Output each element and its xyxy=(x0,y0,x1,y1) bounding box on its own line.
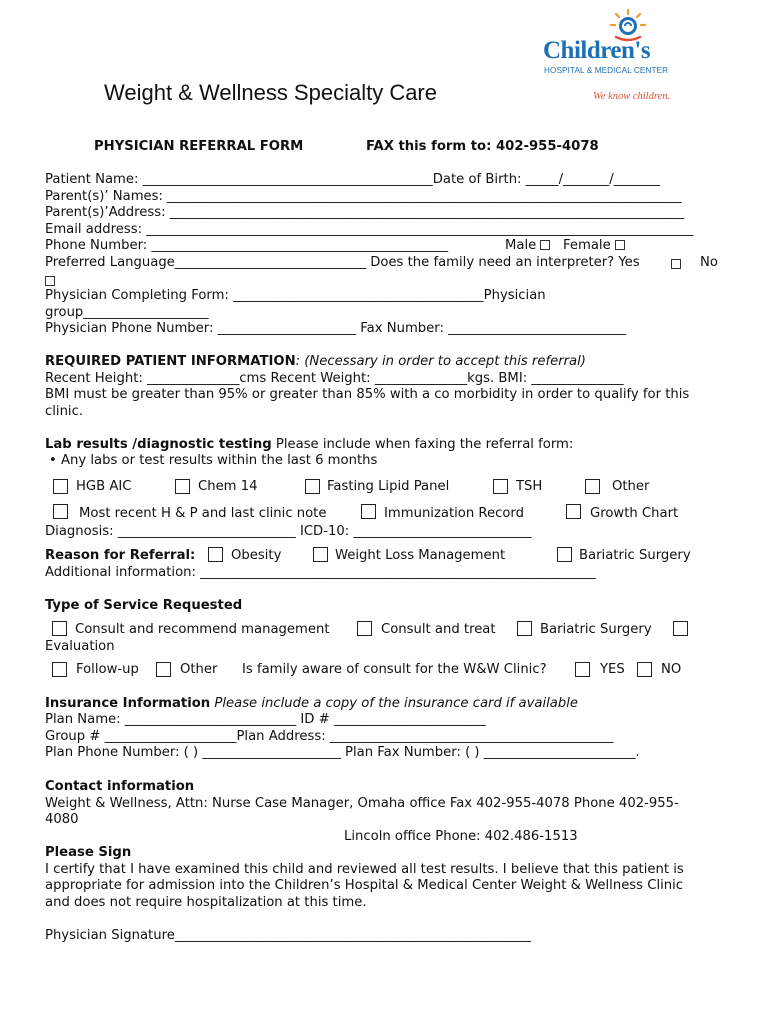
certify-line3: and does not require hospitalization at this time. xyxy=(45,895,367,910)
referral-heading-text: Reason for Referral xyxy=(45,548,190,563)
required-heading-text: REQUIRED PATIENT INFORMATION xyxy=(45,354,296,369)
logo-tagline: We know children. xyxy=(593,91,671,102)
hp-clinic-note-checkbox[interactable] xyxy=(53,504,68,519)
referral-heading xyxy=(45,548,195,563)
fax-instruction: FAX this form to: 402-955-4078 xyxy=(366,139,599,154)
service-heading: Type of Service Requested xyxy=(45,598,243,613)
other-service-checkbox[interactable] xyxy=(156,662,171,677)
evaluation-checkbox[interactable] xyxy=(673,621,688,636)
immunization-label: Immunization Record xyxy=(384,506,524,521)
certify-line1: I certify that I have examined this child and reviewed all test results. I believe that this patient is xyxy=(45,862,684,877)
weight-loss-checkbox[interactable] xyxy=(313,547,328,562)
logo-wordmark: Children's xyxy=(543,37,651,64)
additional-info-field[interactable]: Additional information: ____________________________________________________________ xyxy=(45,565,596,580)
growth-chart-label: Growth Chart xyxy=(590,506,679,521)
measurements-field[interactable]: Recent Height: ______________cms Recent Weight: ______________kgs. BMI: ______________ xyxy=(45,371,624,386)
consult-recommend-checkbox[interactable] xyxy=(52,621,67,636)
fasting-lipid-label: Fasting Lipid Panel xyxy=(327,479,450,494)
physician-completing-field[interactable]: Physician Completing Form: ______________________________________Physician xyxy=(45,288,546,303)
hgb-aic-checkbox[interactable] xyxy=(53,479,68,494)
patient-name-field[interactable]: Patient Name: ____________________________________________Date of Birth: _____/_______/_______ xyxy=(45,172,660,187)
interpreter-yes-checkbox[interactable] xyxy=(671,259,681,269)
follow-up-label: Follow-up xyxy=(76,662,139,677)
other-lab-label: Other xyxy=(612,479,650,494)
gender-options xyxy=(505,238,625,253)
bariatric-service-checkbox[interactable] xyxy=(517,621,532,636)
obesity-checkbox[interactable] xyxy=(208,547,223,562)
family-aware-question: Is family aware of consult for the W&W Clinic? xyxy=(242,662,547,677)
aware-no-label: NO xyxy=(661,662,682,677)
referral-heading-colon: : xyxy=(190,548,196,563)
female-label: Female xyxy=(563,238,611,253)
chem-14-label: Chem 14 xyxy=(198,479,258,494)
labs-heading xyxy=(45,437,573,452)
required-info-heading xyxy=(45,354,586,369)
tsh-label: TSH xyxy=(516,479,543,494)
lincoln-phone: Lincoln office Phone: 402.486-1513 xyxy=(344,829,578,844)
bmi-requirement-line1: BMI must be greater than 95% or greater than 85% with a co morbidity in order to qualify for this xyxy=(45,387,690,402)
physician-group-field[interactable]: group___________________ xyxy=(45,305,209,320)
male-checkbox[interactable] xyxy=(540,240,550,250)
hgb-aic-label: HGB AIC xyxy=(76,479,132,494)
phone-field[interactable]: Phone Number: _____________________________________________ xyxy=(45,238,449,253)
logo-subtitle: HOSPITAL & MEDICAL CENTER xyxy=(544,66,669,75)
form-name: PHYSICIAN REFERRAL FORM xyxy=(94,139,304,154)
other-lab-checkbox[interactable] xyxy=(585,479,600,494)
physician-signature-field[interactable]: Physician Signature______________________________________________________ xyxy=(45,928,531,943)
male-label: Male xyxy=(505,238,537,253)
follow-up-checkbox[interactable] xyxy=(52,662,67,677)
group-address-field[interactable]: Group # ____________________Plan Address: ___________________________________________ xyxy=(45,729,614,744)
labs-instruction: Please include when faxing the referral form: xyxy=(271,437,574,452)
other-service-label: Other xyxy=(180,662,218,677)
obesity-label: Obesity xyxy=(231,548,282,563)
parents-address-field[interactable]: Parent(s)’Address: ______________________________________________________________________________ xyxy=(45,205,685,220)
diagnosis-field[interactable]: Diagnosis: ___________________________ ICD-10: ___________________________ xyxy=(45,524,532,539)
interpreter-no-label: No xyxy=(700,255,718,270)
labs-heading-text: Lab results /diagnostic testing xyxy=(45,437,272,452)
sign-heading: Please Sign xyxy=(45,845,132,860)
plan-name-field[interactable]: Plan Name: __________________________ ID # _______________________ xyxy=(45,712,486,727)
bariatric-referral-label: Bariatric Surgery xyxy=(579,548,691,563)
immunization-checkbox[interactable] xyxy=(361,504,376,519)
plan-phone-field[interactable]: Plan Phone Number: ( ) _____________________ Plan Fax Number: ( ) _______________________. xyxy=(45,745,640,760)
chem-14-checkbox[interactable] xyxy=(175,479,190,494)
certify-line2: appropriate for admission into the Children’s Hospital & Medical Center Weight & Wellness Clinic xyxy=(45,878,684,893)
hp-clinic-note-label: Most recent H & P and last clinic note xyxy=(79,506,327,521)
labs-bullet: • Any labs or test results within the last 6 months xyxy=(49,453,378,468)
fasting-lipid-checkbox[interactable] xyxy=(305,479,320,494)
growth-chart-checkbox[interactable] xyxy=(566,504,581,519)
insurance-heading xyxy=(45,696,578,711)
aware-yes-checkbox[interactable] xyxy=(575,662,590,677)
email-field[interactable]: Email address: ___________________________________________________________________________________ xyxy=(45,222,694,237)
contact-line2: 4080 xyxy=(45,812,79,827)
tsh-checkbox[interactable] xyxy=(493,479,508,494)
parents-names-field[interactable]: Parent(s)’ Names: ______________________________________________________________________________ xyxy=(45,189,682,204)
consult-recommend-label: Consult and recommend management xyxy=(75,622,330,637)
female-checkbox[interactable] xyxy=(615,240,625,250)
insurance-heading-text: Insurance Information xyxy=(45,696,211,711)
page-title: Weight & Wellness Specialty Care xyxy=(104,80,437,105)
contact-line1: Weight & Wellness, Attn: Nurse Case Manager, Omaha office Fax 402-955-4078 Phone 402-955- xyxy=(45,796,679,811)
consult-treat-checkbox[interactable] xyxy=(357,621,372,636)
contact-heading: Contact information xyxy=(45,779,195,794)
interpreter-no-checkbox[interactable] xyxy=(45,276,55,286)
preferred-language-field[interactable]: Preferred Language_____________________________ Does the family need an interpreter? Yes xyxy=(45,255,640,270)
insurance-note: Please include a copy of the insurance card if available xyxy=(210,696,579,711)
physician-phone-field[interactable]: Physician Phone Number: _____________________ Fax Number: ___________________________ xyxy=(45,321,627,336)
bariatric-referral-checkbox[interactable] xyxy=(557,547,572,562)
evaluation-label: Evaluation xyxy=(45,639,115,654)
weight-loss-label: Weight Loss Management xyxy=(335,548,506,563)
bariatric-service-label: Bariatric Surgery xyxy=(540,622,652,637)
bmi-requirement-line2: clinic. xyxy=(45,404,84,419)
required-note: : (Necessary in order to accept this referral) xyxy=(295,354,586,369)
aware-yes-label: YES xyxy=(600,662,625,677)
consult-treat-label: Consult and treat xyxy=(381,622,496,637)
aware-no-checkbox[interactable] xyxy=(637,662,652,677)
